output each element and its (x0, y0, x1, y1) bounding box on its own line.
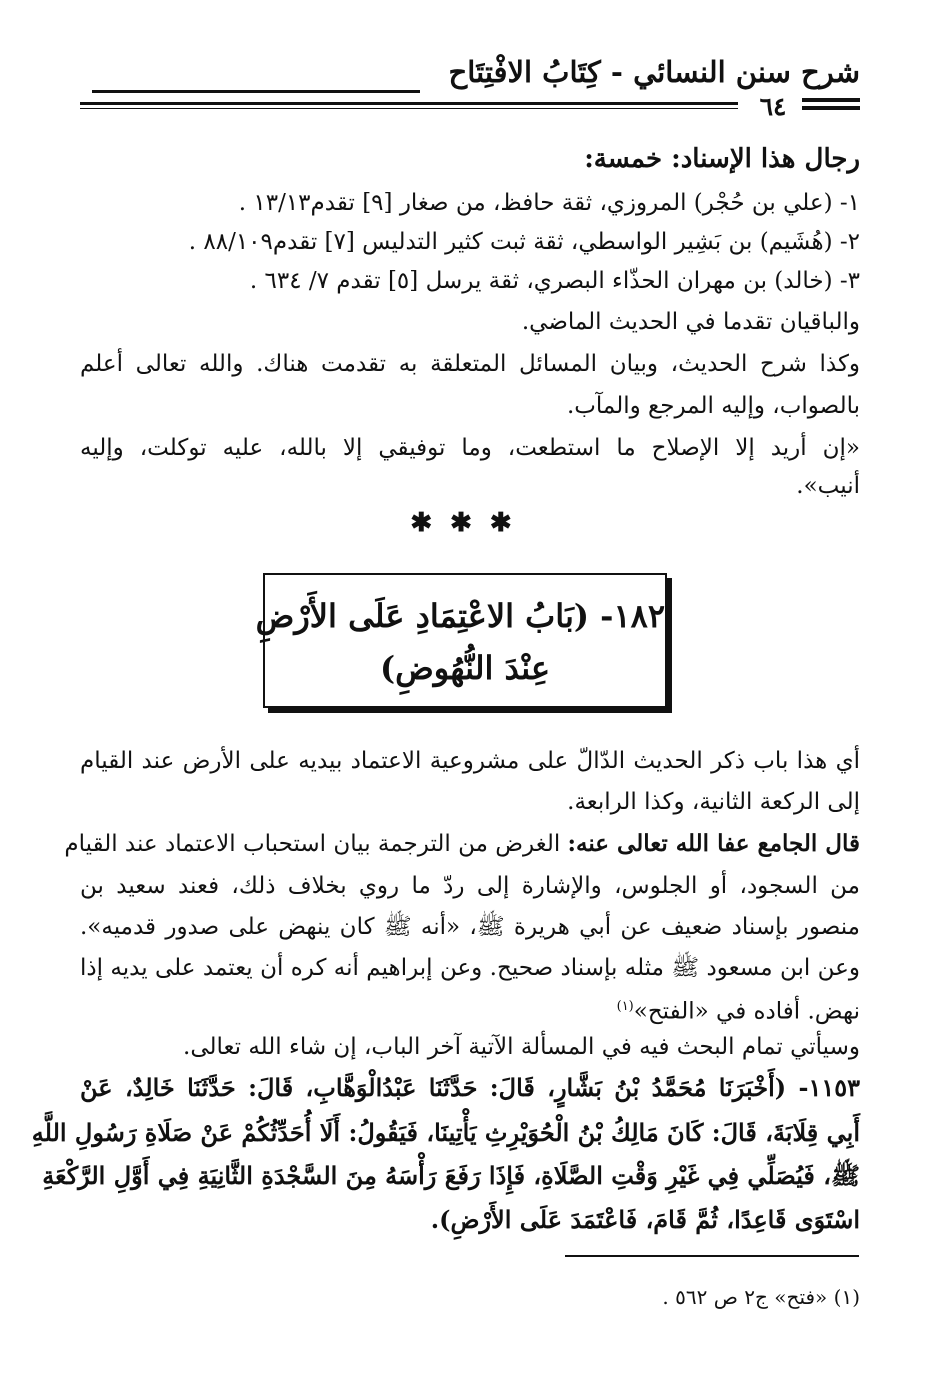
hadith-line: أَبِي قِلَابَةَ، قَالَ: كَانَ مَالِكُ بْنُ الْحُوَيْرِثِ يَأْتِينَا، فَيَقُولُ: أَلَا أُحَدِّثُكُمْ عَنْ صَلَاةِ رَسُولِ اللَّهِ (31, 1118, 860, 1147)
paragraph-line: أي هذا باب ذكر الحديث الدّالّ على مشروعية الاعتماد بيديه على الأرض عند القيام (80, 748, 860, 774)
chapter-title-line-2: عِنْدَ النُّهُوضِ) (379, 649, 551, 687)
paragraph-line: وكذا شرح الحديث، وبيان المسائل المتعلقة به تقدمت هناك. والله تعالى أعلم (80, 351, 860, 377)
paragraph-line: منصور بإسناد ضعيف عن أبي هريرة ﷺ، «أنه ﷺ كان ينهض على صدور قدميه». (80, 914, 860, 940)
footnote-divider (565, 1255, 859, 1257)
separator-stars: ✱✱✱ (410, 508, 530, 538)
footnote: (١) «فتح» ج٢ ص ٥٦٢ . (662, 1285, 860, 1309)
running-header-title: شرح سنن النسائي - كِتَابُ الافْتِتَاح (448, 55, 860, 89)
paragraph-line: من السجود، أو الجلوس، والإشارة إلى ردّ ما روي بخلاف ذلك، فعند سعيد بن (80, 873, 860, 899)
paragraph-text: نهض. أفاده في «الفتح» (633, 998, 860, 1025)
narrator-2: ٢- (هُشَيم) بن بَشِير الواسطي، ثقة ثبت كثير التدليس [٧] تقدم٨٨/١٠٩ . (188, 229, 860, 255)
narrators-note: والباقيان تقدما في الحديث الماضي. (521, 309, 860, 335)
section-heading: رجال هذا الإسناد: خمسة: (584, 144, 860, 174)
paragraph-line (64, 828, 860, 860)
footnote-marker: (١) (616, 999, 634, 1014)
chapter-title-box (255, 573, 667, 708)
header-rule-left (80, 102, 738, 105)
paragraph-line: وسيأتي تمام البحث فيه في المسألة الآتية آخر الباب، إن شاء الله تعالى. (183, 1034, 860, 1060)
quote-line: «إن أريد إلا الإصلاح ما استطعت، وما توفيقي إلا بالله، عليه توكلت، وإليه (80, 435, 860, 461)
narrator-1: ١- (علي بن حُجْر) المروزي، ثقة حافظ، من صغار [٩] تقدم١٣/١٣ . (238, 190, 860, 216)
author-label: قال الجامع عفا الله تعالى عنه: (567, 830, 860, 857)
paragraph-line: إلى الركعة الثانية، وكذا الرابعة. (567, 789, 860, 815)
header-rule-right-1 (802, 98, 860, 102)
paragraph-text: الغرض من الترجمة بيان استحباب الاعتماد عند القيام (64, 831, 561, 857)
hadith-line: ﷺ، فَيُصَلِّي فِي غَيْرِ وَقْتِ الصَّلَاةِ، فَإِذَا رَفَعَ رَأْسَهُ مِنَ السَّجْدَةِ الثَّانِيَةِ فِي أَوَّلِ الرَّكْعَةِ (42, 1161, 860, 1190)
header-rule-right-2 (802, 106, 860, 110)
paragraph-line (617, 991, 860, 1028)
narrator-3: ٣- (خالد) بن مهران الحذّاء البصري، ثقة يرسل [٥] تقدم ٧/ ٦٣٤ . (249, 268, 860, 294)
paragraph-line: وعن ابن مسعود ﷺ مثله بإسناد صحيح. وعن إبراهيم أنه كره أن يعتمد على يديه إذا (80, 955, 860, 981)
hadith-line: اسْتَوَى قَاعِدًا، ثُمَّ قَامَ، فَاعْتَمَدَ عَلَى الأَرْضِ). (430, 1205, 860, 1234)
header-underline (92, 90, 420, 93)
header-rule-left-thin (80, 108, 738, 109)
quote-line: أنيب». (796, 473, 860, 499)
page-number: ٦٤ (759, 92, 787, 121)
hadith-line: ١١٥٣- (أَخْبَرَنَا مُحَمَّدُ بْنُ بَشَّارٍ، قَالَ: حَدَّثَنَا عَبْدُالْوَهَّابِ، قَالَ: حَدَّثَنَا خَالِدٌ، عَنْ (80, 1073, 860, 1102)
chapter-title-line-1: ١٨٢- (بَابُ الاعْتِمَادِ عَلَى الأَرْضِ (255, 597, 665, 635)
paragraph-line: بالصواب، وإليه المرجع والمآب. (566, 393, 860, 419)
